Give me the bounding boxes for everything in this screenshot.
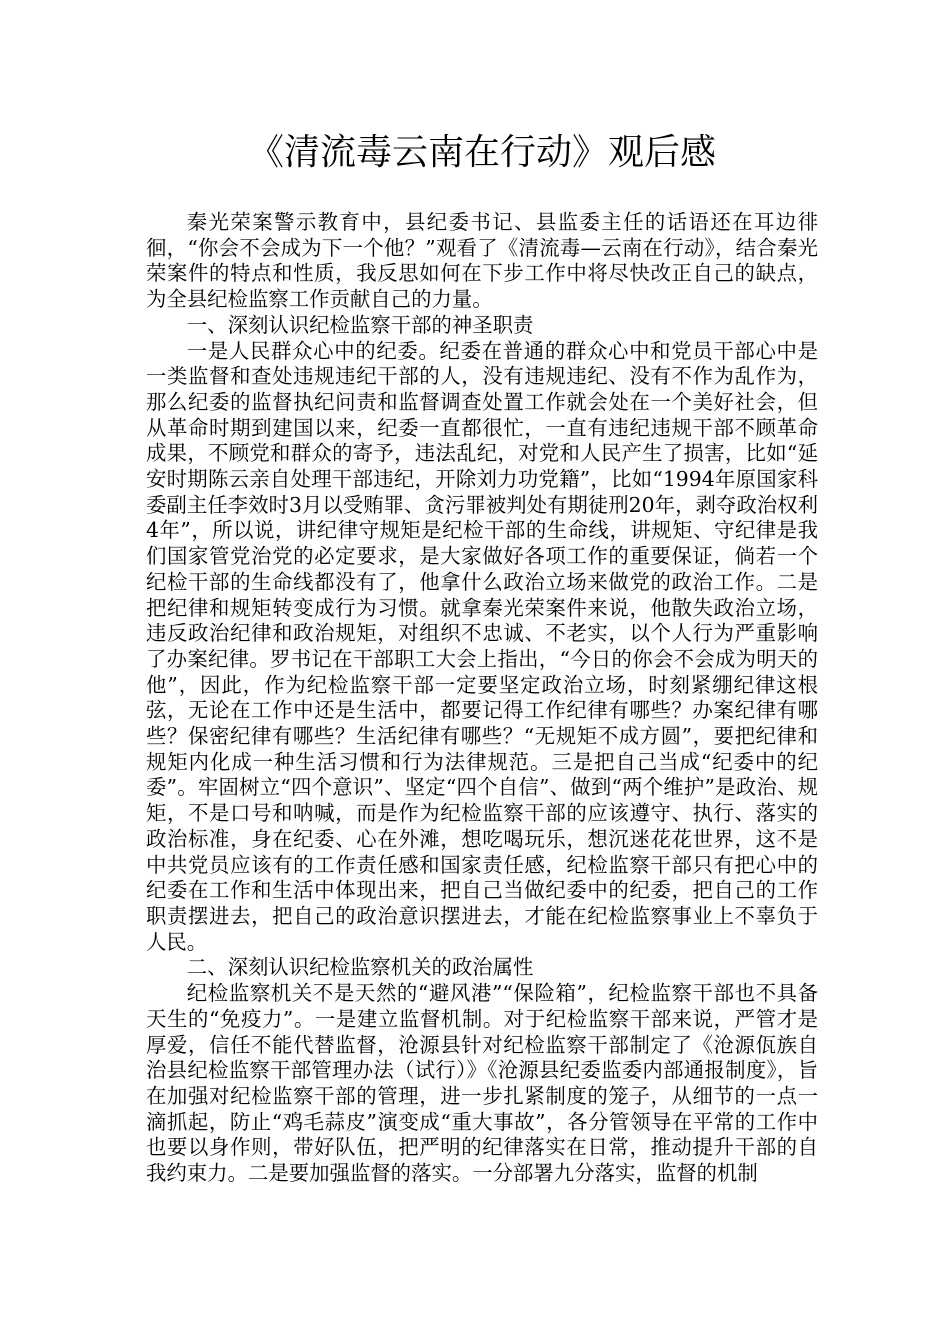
paragraph-intro: 秦光荣案警示教育中，县纪委书记、县监委主任的话语还在耳边徘徊，“你会不会成为下一个他？”观看了《清流毒—云南在行动》，结合秦光荣案件的特点和性质，我反思如何在下步工作中将尽快改正自己的缺点，为全县纪检监察工作贡献自己的力量。 <box>146 210 818 312</box>
paragraph-section-2: 纪检监察机关不是天然的“避风港”“保险箱”，纪检监察干部也不具备天生的“免疫力”。一是建立监督机制。对于纪检监察干部来说，严管才是厚爱，信任不能代替监督，沧源县针对纪检监察干部制定了《沧源佤族自治县纪检监察干部管理办法（试行）》《沧源县纪委监委内部通报制度》，旨在加强对纪检监察干部的管理，进一步扎紧制度的笼子，从细节的一点一滴抓起，防止“鸡毛蒜皮”演变成“重大事故”，各分管领导在平常的工作中也要以身作则，带好队伍，把严明的纪律落实在日常，推动提升干部的自我约束力。二是要加强监督的落实。一分部署九分落实，监督的机制 <box>146 981 818 1186</box>
document-body <box>146 210 818 1187</box>
document-page <box>146 128 818 1187</box>
document-title: 《清流毒云南在行动》观后感 <box>247 132 716 173</box>
paragraph-section-1: 一是人民群众心中的纪委。纪委在普通的群众心中和党员干部心中是一类监督和查处违规违纪干部的人，没有违规违纪、没有不作为乱作为，那么纪委的监督执纪问责和监督调查处置工作就会处在一个美好社会，但从革命时期到建国以来，纪委一直都很忙，一直有违纪违规干部不顾革命成果，不顾党和群众的寄予，违法乱纪，对党和人民产生了损害，比如“延安时期陈云亲自处理干部违纪，开除刘力功党籍”，比如“1994年原国家科委副主任李效时3月以受贿罪、贪污罪被判处有期徒刑20年，剥夺政治权利4年”，所以说，讲纪律守规矩是纪检干部的生命线，讲规矩、守纪律是我们国家管党治党的必定要求，是大家做好各项工作的重要保证，倘若一个纪检干部的生命线都没有了，他拿什么政治立场来做党的政治工作。二是把纪律和规矩转变成行为习惯。就拿秦光荣案件来说，他散失政治立场，违反政治纪律和政治规矩，对组织不忠诚、不老实，以个人行为严重影响了办案纪律。罗书记在干部职工大会上指出，“今日的你会不会成为明天的他”，因此，作为纪检监察干部一定要坚定政治立场，时刻紧绷纪律这根弦，无论在工作中还是生活中，都要记得工作纪律有哪些？办案纪律有哪些？保密纪律有哪些？生活纪律有哪些？“无规矩不成方圆”，要把纪律和规矩内化成一种生活习惯和行为法律规范。三是把自己当成“纪委中的纪委”。牢固树立“四个意识”、坚定“四个自信”、做到“两个维护”是政治、规矩，不是口号和呐喊，而是作为纪检监察干部的应该遵守、执行、落实的政治标准，身在纪委、心在外滩，想吃喝玩乐，想沉迷花花世界，这不是中共党员应该有的工作责任感和国家责任感，纪检监察干部只有把心中的纪委在工作和生活中体现出来，把自己当做纪委中的纪委，把自己的工作职责摆进去，把自己的政治意识摆进去，才能在纪检监察事业上不辜负于人民。 <box>146 338 818 954</box>
section-heading-2: 二、深刻认识纪检监察机关的政治属性 <box>186 955 534 980</box>
section-heading-1: 一、深刻认识纪检监察干部的神圣职责 <box>186 312 534 337</box>
